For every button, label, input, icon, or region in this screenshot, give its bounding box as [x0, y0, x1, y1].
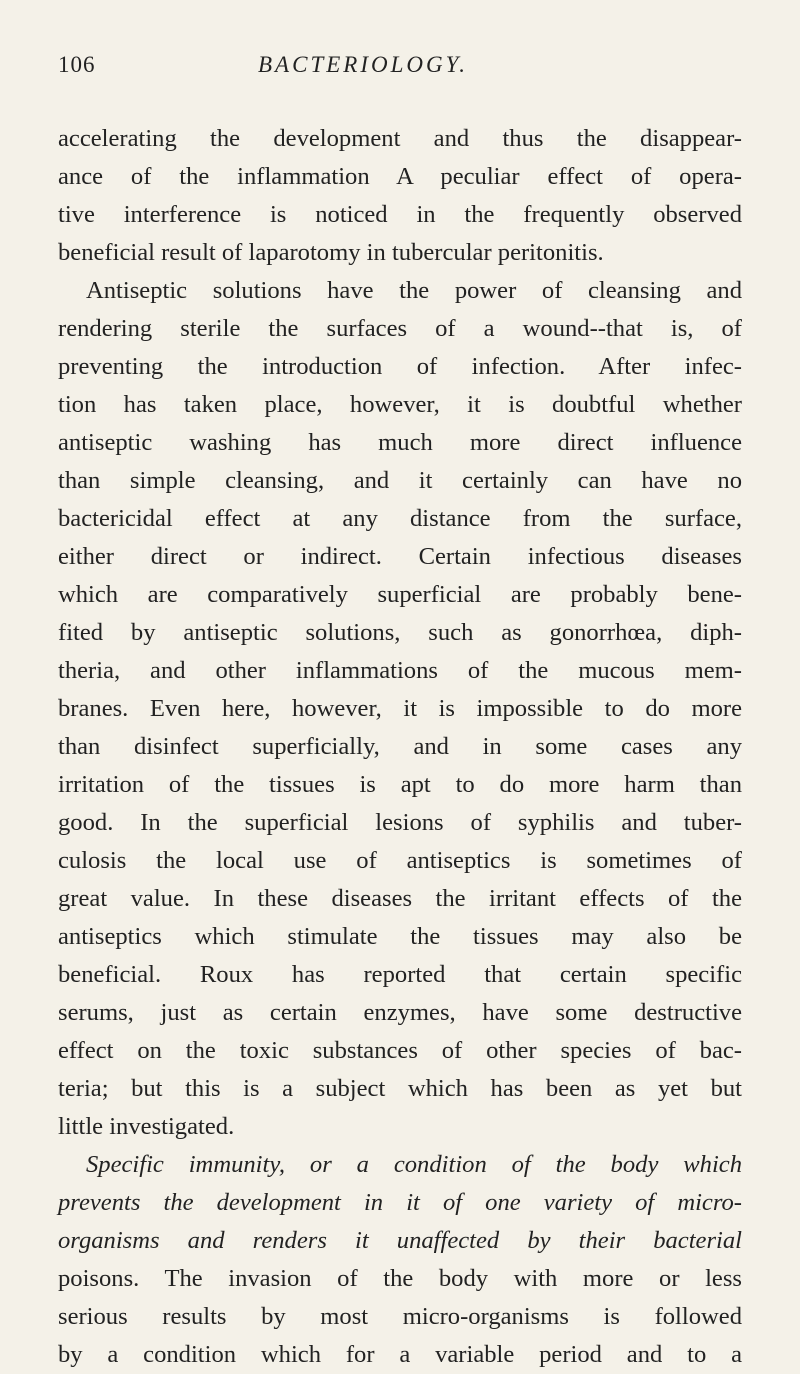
- text-line: beneficial. Roux has reported that certain specific: [58, 961, 742, 988]
- page-number: 106: [58, 52, 96, 77]
- text-line: than disinfect superficially, and in some cases any: [58, 733, 742, 760]
- text-line: than simple cleansing, and it certainly can have no: [58, 467, 742, 494]
- body-text: [58, 120, 742, 1374]
- text-line: theria, and other inflammations of the mucous mem-: [58, 657, 742, 684]
- text-line: fited by antiseptic solutions, such as gonorrhœa, diph-: [58, 619, 742, 646]
- text-line: branes. Even here, however, it is impossible to do more: [58, 695, 742, 722]
- text-line: Antiseptic solutions have the power of cleansing and: [86, 277, 742, 304]
- text-line: irritation of the tissues is apt to do more harm than: [58, 771, 742, 798]
- text-line: poisons. The invasion of the body with more or less: [58, 1265, 742, 1292]
- text-line: tive interference is noticed in the frequently observed: [58, 201, 742, 228]
- text-line: bactericidal effect at any distance from the surface,: [58, 505, 742, 532]
- running-head: BACTERIOLOGY.: [258, 52, 469, 77]
- text-line: beneficial result of laparotomy in tubercular peritonitis.: [58, 239, 604, 266]
- text-line: accelerating the development and thus the disappear-: [58, 125, 742, 152]
- text-line: tion has taken place, however, it is doubtful whether: [58, 391, 742, 418]
- text-line: organisms and renders it unaffected by their bacterial: [58, 1227, 742, 1254]
- text-line: by a condition which for a variable period and to a: [58, 1341, 742, 1368]
- text-line: antiseptics which stimulate the tissues may also be: [58, 923, 742, 950]
- text-line: prevents the development in it of one variety of micro-: [58, 1189, 742, 1216]
- text-line: great value. In these diseases the irritant effects of the: [58, 885, 742, 912]
- text-line: ance of the inflammation A peculiar effect of opera-: [58, 163, 742, 190]
- page-header: [58, 52, 742, 96]
- text-line: which are comparatively superficial are probably bene-: [58, 581, 742, 608]
- text-line: serious results by most micro-organisms is followed: [58, 1303, 742, 1330]
- text-line: Specific immunity, or a condition of the body which: [86, 1151, 742, 1178]
- text-line: culosis the local use of antiseptics is sometimes of: [58, 847, 742, 874]
- text-line: effect on the toxic substances of other species of bac-: [58, 1037, 742, 1064]
- text-line: little investigated.: [58, 1113, 235, 1140]
- text-line: preventing the introduction of infection. After infec-: [58, 353, 742, 380]
- text-line: teria; but this is a subject which has been as yet but: [58, 1075, 742, 1102]
- text-line: antiseptic washing has much more direct influence: [58, 429, 742, 456]
- text-line: rendering sterile the surfaces of a wound--that is, of: [58, 315, 742, 342]
- text-line: good. In the superficial lesions of syphilis and tuber-: [58, 809, 742, 836]
- text-line: either direct or indirect. Certain infectious diseases: [58, 543, 742, 570]
- text-line: serums, just as certain enzymes, have some destructive: [58, 999, 742, 1026]
